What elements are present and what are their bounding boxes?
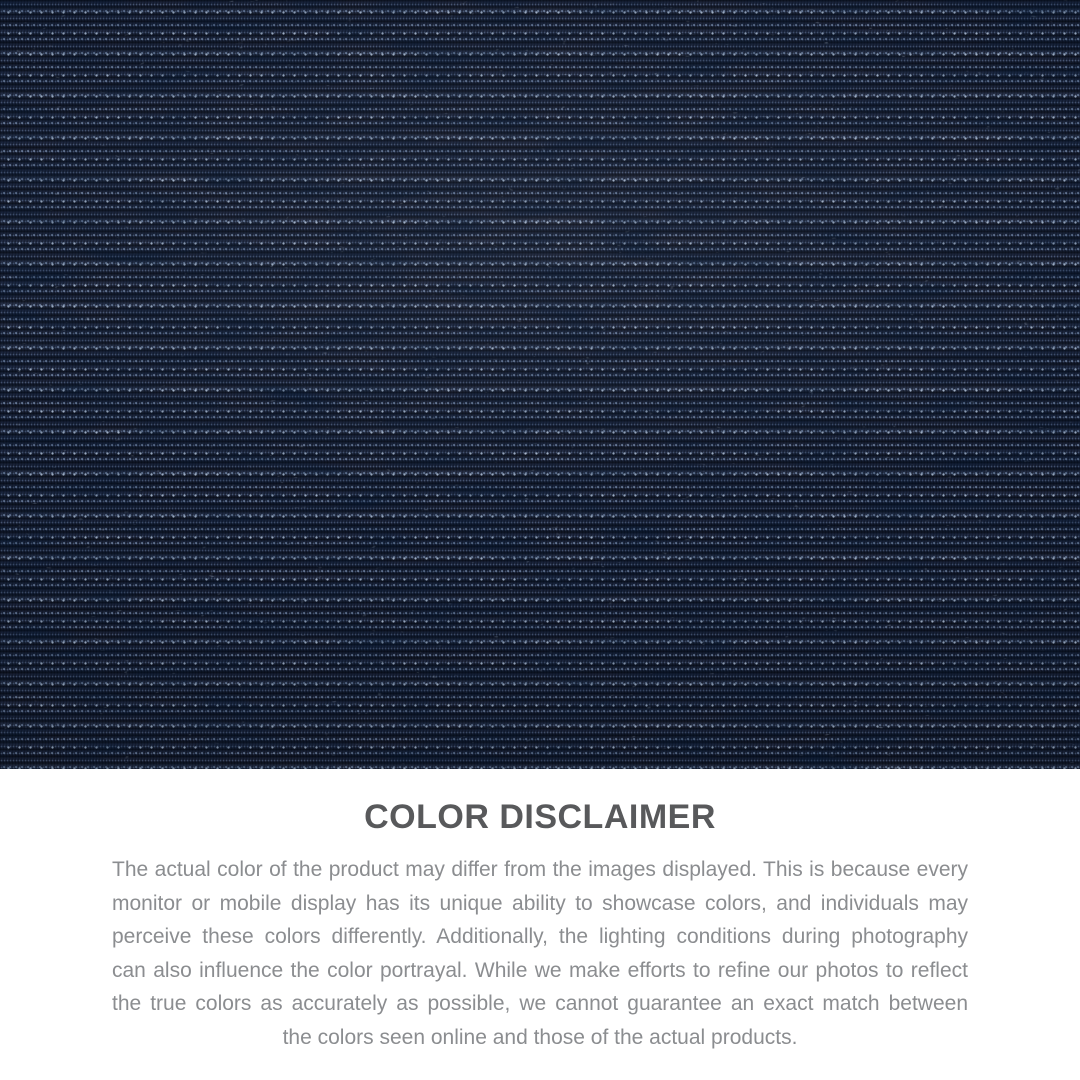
disclaimer-line-2: monitor or mobile display has its unique ability to showcase colors, and individuals may <box>112 891 968 915</box>
disclaimer-section <box>0 769 1080 1054</box>
disclaimer-line-4: can also influence the color portrayal. While we make efforts to refine our photos to reflect <box>112 958 968 982</box>
disclaimer-title: COLOR DISCLAIMER <box>364 798 716 836</box>
disclaimer-line-1: The actual color of the product may differ from the images displayed. This is because every <box>112 858 968 881</box>
disclaimer-line-5: the true colors as accurately as possible, we cannot guarantee an exact match between <box>112 992 968 1015</box>
disclaimer-line-6: the colors seen online and those of the actual products. <box>282 1025 798 1049</box>
disclaimer-line-3: perceive these colors differently. Additionally, the lighting conditions during photography <box>112 925 968 948</box>
disclaimer-text <box>112 853 968 1054</box>
